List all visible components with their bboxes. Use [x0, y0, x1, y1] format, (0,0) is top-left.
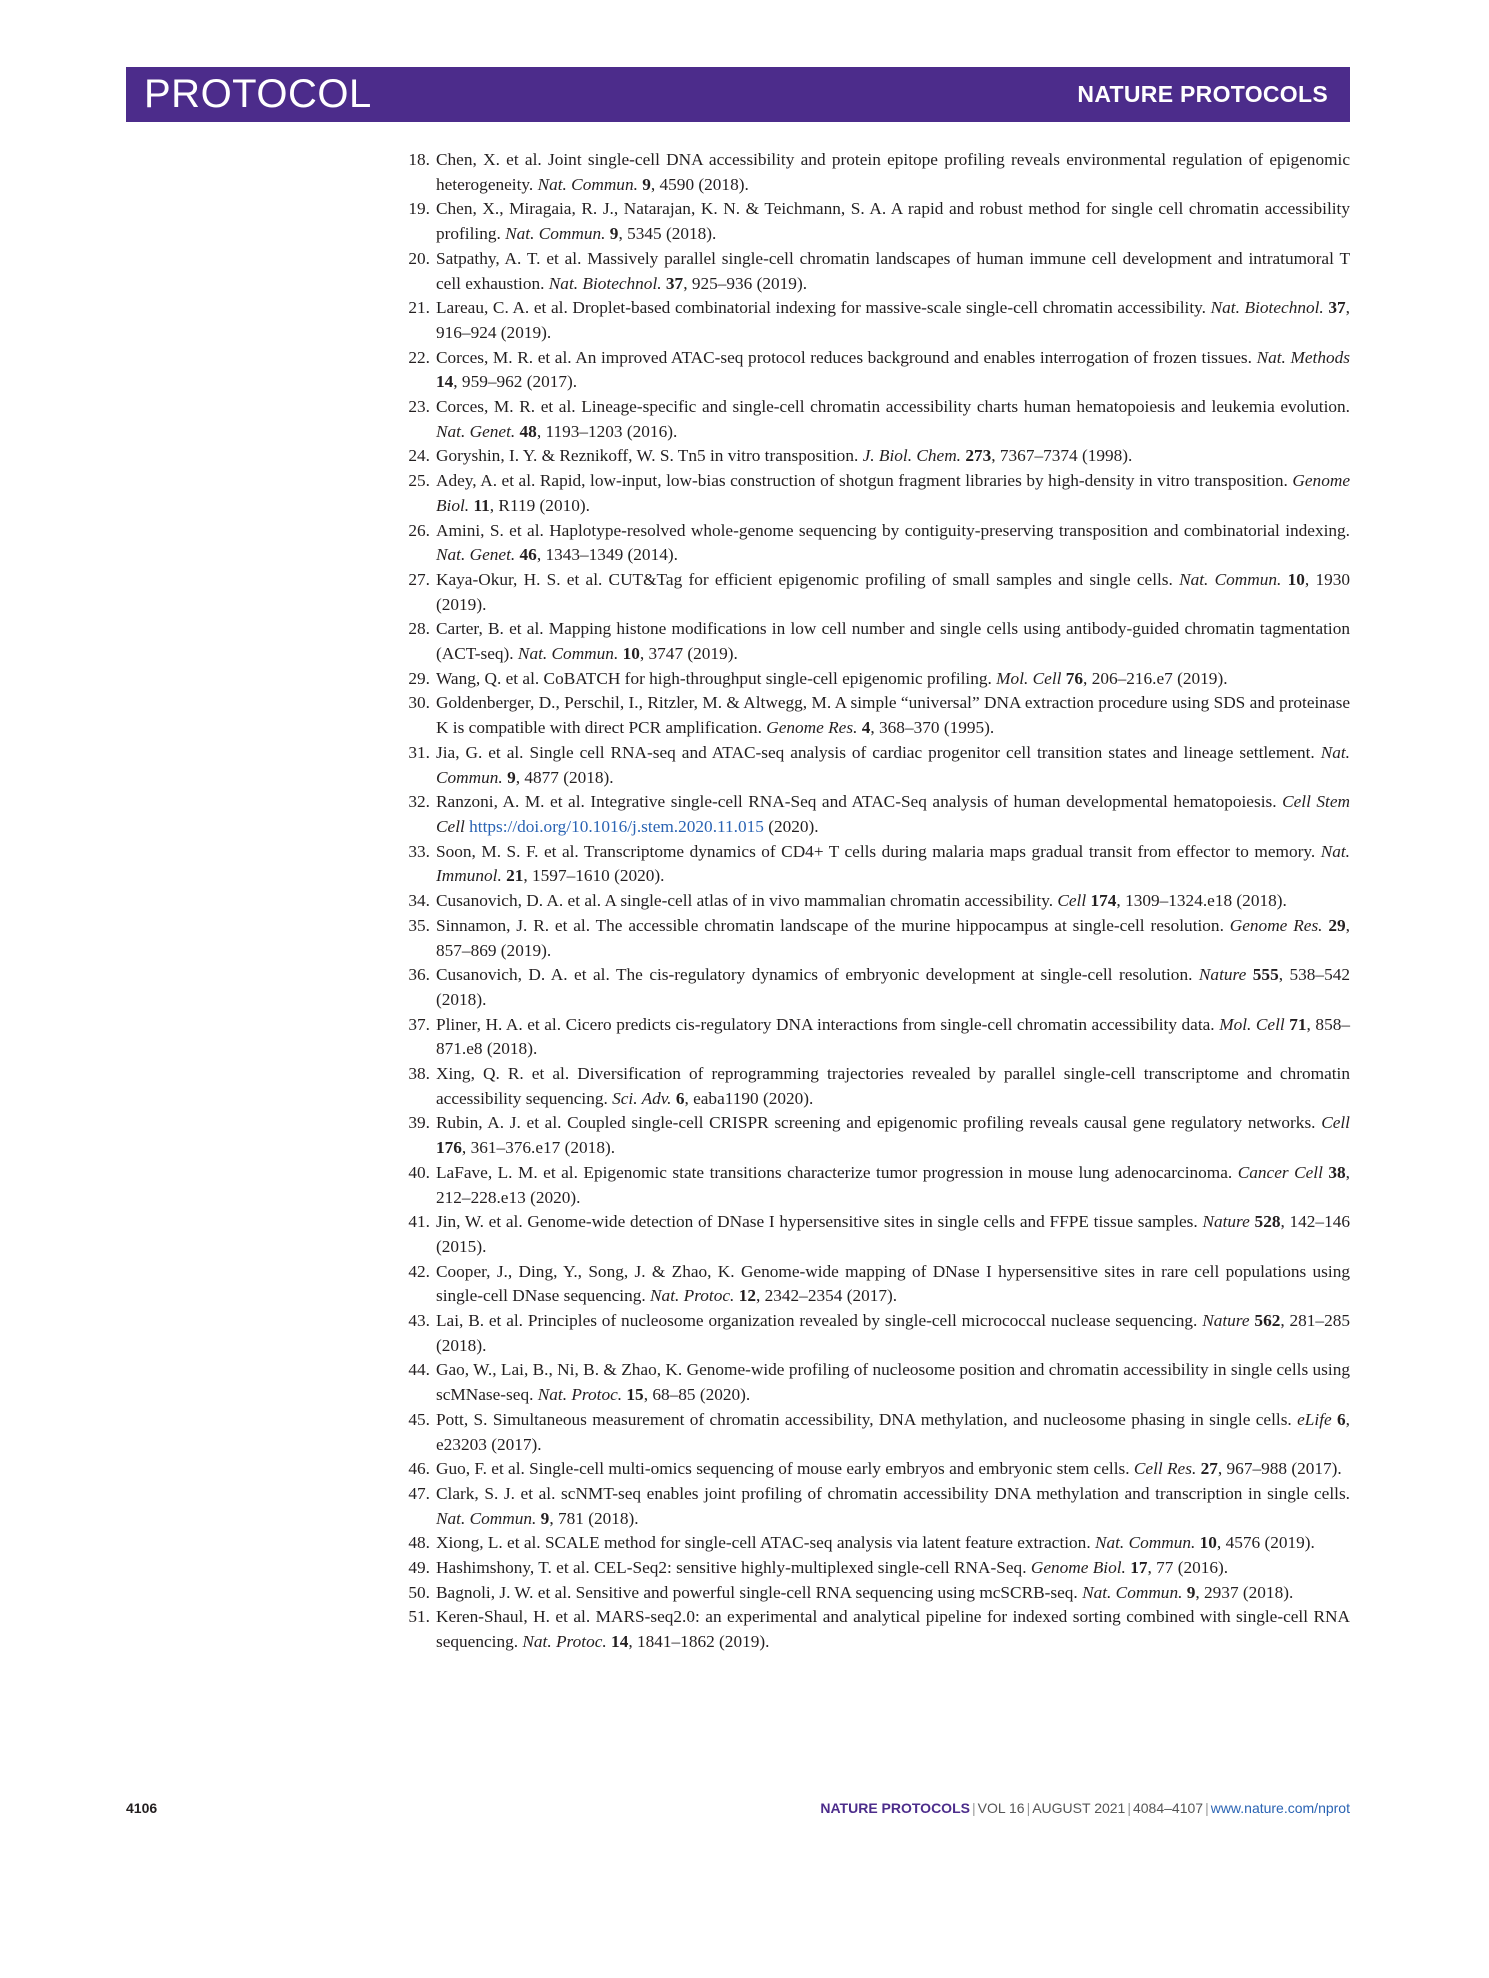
reference-text: Pott, S. Simultaneous measurement of chromatin accessibility, DNA methylation, and nucleosome phasing in single cells. [436, 1409, 1298, 1429]
reference-pages: , 857–869 (2019). [436, 915, 1350, 960]
reference-item [392, 469, 1350, 518]
reference-text: Xing, Q. R. et al. Diversification of reprogramming trajectories revealed by parallel single-cell transcriptome and chromatin accessibility sequencing. [436, 1064, 1350, 1108]
reference-text: Cusanovich, D. A. et al. The cis-regulatory dynamics of embryonic development at single-cell resolution. [436, 965, 1199, 985]
reference-pages: , 2342–2354 (2017). [755, 1286, 898, 1306]
reference-item [392, 741, 1350, 790]
reference-volume: 9 [609, 224, 619, 244]
reference-pages: , 916–924 (2019). [436, 298, 1350, 342]
reference-text: LaFave, L. M. et al. Epigenomic state transitions characterize tumor progression in mouse lung adenocarcinoma. [436, 1162, 1238, 1182]
reference-number: 35. [408, 915, 430, 935]
reference-text: Corces, M. R. et al. Lineage-specific and single-cell chromatin accessibility charts human hematopoiesis and leukemia evolution. [436, 397, 1350, 417]
reference-number: 47. [408, 1483, 430, 1503]
reference-volume: 76 [1065, 668, 1084, 688]
reference-volume: 9 [507, 767, 516, 787]
reference-pages: , eaba1190 (2020). [684, 1088, 814, 1108]
reference-item [392, 1062, 1350, 1111]
reference-item [392, 963, 1350, 1012]
footer-volume: VOL 16 [977, 1800, 1025, 1816]
reference-text: Guo, F. et al. Single-cell multi-omics sequencing of mouse early embryos and embryonic stem cells. [436, 1459, 1134, 1479]
reference-pages: , 368–370 (1995). [870, 718, 995, 738]
reference-item [392, 889, 1350, 914]
reference-pages: , 1309–1324.e18 (2018). [1116, 891, 1287, 911]
reference-pages: , 68–85 (2020). [643, 1385, 751, 1405]
reference-pages: , 4877 (2018). [515, 767, 614, 787]
reference-journal: Nat. Protoc. [537, 1385, 623, 1405]
reference-item [392, 1531, 1350, 1556]
reference-item [392, 667, 1350, 692]
reference-pages: , 77 (2016). [1147, 1558, 1229, 1578]
reference-text: Gao, W., Lai, B., Ni, B. & Zhao, K. Genome-wide profiling of nucleosome position and chromatin accessibility in single cells using scMNase-seq. [436, 1360, 1350, 1405]
reference-number: 37. [408, 1014, 430, 1034]
reference-volume: 48 [519, 421, 537, 441]
reference-pages: , 967–988 (2017). [1217, 1459, 1342, 1479]
reference-volume: 9 [642, 174, 651, 194]
footer-date: AUGUST 2021 [1032, 1800, 1126, 1816]
reference-item [392, 197, 1350, 246]
reference-pages: , 2937 (2018). [1195, 1582, 1294, 1602]
reference-journal: Nature [1202, 1311, 1250, 1331]
reference-journal: Nat. Immunol. [436, 841, 1350, 886]
reference-number: 45. [408, 1409, 430, 1429]
header-banner [126, 67, 1350, 122]
reference-number: 38. [408, 1064, 430, 1084]
reference-number: 23. [408, 397, 430, 417]
reference-number: 33. [408, 841, 430, 861]
reference-text: Goldenberger, D., Perschil, I., Ritzler, M. & Altwegg, M. A simple “universal” DNA extraction procedure using SDS and proteinase K is compatible with direct PCR amplification. [436, 693, 1350, 738]
reference-pages: , R119 (2010). [489, 495, 590, 515]
reference-pages: , 361–376.e17 (2018). [461, 1138, 616, 1158]
reference-text: Rubin, A. J. et al. Coupled single-cell CRISPR screening and epigenomic profiling reveals causal gene regulatory networks. [436, 1113, 1322, 1133]
reference-text: Keren-Shaul, H. et al. MARS-seq2.0: an experimental and analytical pipeline for indexed sorting combined with single-cell RNA sequencing. [436, 1607, 1350, 1652]
reference-item [392, 914, 1350, 963]
reference-pages: , 959–962 (2017). [453, 372, 578, 392]
reference-item [392, 840, 1350, 889]
reference-journal: Nat. Commun. [436, 1508, 537, 1528]
reference-number: 36. [408, 965, 430, 985]
reference-pages: , e23203 (2017). [436, 1409, 1350, 1454]
reference-pages: , 4576 (2019). [1216, 1533, 1315, 1553]
reference-journal: Nat. Biotechnol. [1210, 298, 1324, 318]
footer-citation: NATURE PROTOCOLS | VOL 16 | AUGUST 2021 | 4084–4107 | www.nature.com/nprot [820, 1800, 1350, 1816]
reference-volume: 11 [473, 495, 490, 515]
reference-volume: 555 [1252, 965, 1279, 985]
reference-text: Cusanovich, D. A. et al. A single-cell atlas of in vivo mammalian chromatin accessibility. [436, 891, 1058, 911]
reference-item [392, 395, 1350, 444]
footer-pages: 4084–4107 [1132, 1800, 1204, 1816]
reference-volume: 273 [965, 446, 992, 466]
reference-journal: Nat. Methods [1256, 347, 1351, 367]
reference-volume: 10 [1199, 1533, 1217, 1553]
reference-item [392, 444, 1350, 469]
reference-text: Adey, A. et al. Rapid, low-input, low-bias construction of shotgun fragment libraries by high-density in vitro transposition. [436, 471, 1293, 491]
reference-item [392, 148, 1350, 197]
reference-pages: , 858–871.e8 (2018). [436, 1014, 1350, 1059]
reference-pages: , 4590 (2018). [650, 174, 749, 194]
reference-journal: Nat. Commun. [537, 174, 638, 194]
reference-text: Chen, X. et al. Joint single-cell DNA accessibility and protein epitope profiling reveals environmental regulation of epigenomic heterogeneity. [436, 150, 1350, 194]
reference-volume: 17 [1130, 1558, 1148, 1578]
reference-text: Lareau, C. A. et al. Droplet-based combinatorial indexing for massive-scale single-cell chromatin accessibility. [436, 298, 1211, 318]
reference-text: Corces, M. R. et al. An improved ATAC-seq protocol reduces background and enables interrogation of frozen tissues. [436, 347, 1257, 367]
reference-item [392, 1309, 1350, 1358]
reference-number: 19. [408, 199, 430, 219]
reference-journal: Nat. Commun. [1082, 1582, 1183, 1602]
reference-text: Wang, Q. et al. CoBATCH for high-throughput single-cell epigenomic profiling. [436, 668, 997, 688]
reference-item [392, 1260, 1350, 1309]
reference-number: 43. [408, 1311, 430, 1331]
reference-doi-link[interactable]: https://doi.org/10.1016/j.stem.2020.11.015 [469, 816, 764, 836]
reference-number: 50. [408, 1582, 430, 1602]
reference-number: 26. [408, 520, 430, 540]
journal-label: NATURE PROTOCOLS [1077, 81, 1328, 107]
reference-text: Lai, B. et al. Principles of nucleosome organization revealed by single-cell micrococcal nuclease sequencing. [436, 1311, 1203, 1331]
reference-number: 29. [408, 668, 430, 688]
reference-volume: 71 [1289, 1014, 1307, 1034]
reference-item [392, 296, 1350, 345]
reference-text: Pliner, H. A. et al. Cicero predicts cis-regulatory DNA interactions from single-cell chromatin accessibility data. [436, 1014, 1220, 1034]
reference-journal: Nat. Protoc. [650, 1286, 735, 1306]
reference-volume: 174 [1090, 891, 1117, 911]
reference-journal: J. Biol. Chem. [862, 446, 961, 466]
reference-number: 49. [408, 1558, 430, 1578]
reference-number: 41. [408, 1212, 430, 1232]
reference-text: Satpathy, A. T. et al. Massively parallel single-cell chromatin landscapes of human immune cell development and intratumoral T cell exhaustion. [436, 248, 1350, 293]
reference-volume: 14 [436, 372, 454, 392]
reference-volume: 9 [540, 1508, 550, 1528]
reference-volume: 12 [738, 1286, 756, 1306]
reference-item [392, 1581, 1350, 1606]
reference-pages: (2020). [763, 816, 819, 836]
reference-text: Bagnoli, J. W. et al. Sensitive and powerful single-cell RNA sequencing using mcSCRB-seq. [436, 1582, 1083, 1602]
reference-text: Xiong, L. et al. SCALE method for single-cell ATAC-seq analysis via latent feature extraction. [436, 1533, 1095, 1553]
reference-journal: Nat. Commun. [1179, 569, 1282, 589]
reference-item [392, 1482, 1350, 1531]
reference-item [392, 1161, 1350, 1210]
reference-volume: 10 [622, 644, 640, 664]
reference-volume: 29 [1328, 915, 1346, 935]
reference-number: 34. [408, 891, 430, 911]
reference-item [392, 1210, 1350, 1259]
reference-journal: Nature [1198, 965, 1247, 985]
reference-journal: Mol. Cell [996, 668, 1062, 688]
reference-item [392, 1111, 1350, 1160]
reference-journal: Nature [1202, 1212, 1250, 1232]
reference-item [392, 617, 1350, 666]
reference-item [392, 247, 1350, 296]
reference-pages: , 281–285 (2018). [436, 1311, 1350, 1355]
reference-journal: Cell [1057, 891, 1087, 911]
reference-journal: Nat. Genet. [436, 545, 516, 565]
reference-number: 44. [408, 1360, 430, 1380]
reference-journal: Genome Biol. [436, 471, 1350, 515]
reference-number: 18. [408, 150, 430, 169]
reference-item [392, 1457, 1350, 1482]
reference-volume: 21 [506, 866, 524, 886]
reference-text: Sinnamon, J. R. et al. The accessible chromatin landscape of the murine hippocampus at single-cell resolution. [436, 915, 1230, 935]
reference-volume: 37 [1328, 298, 1346, 318]
reference-volume: 6 [1337, 1409, 1346, 1429]
reference-journal: eLife [1297, 1409, 1332, 1429]
reference-number: 22. [408, 347, 430, 367]
reference-pages: , 5345 (2018). [618, 224, 717, 244]
reference-text: Goryshin, I. Y. & Reznikoff, W. S. Tn5 in vitro transposition. [436, 446, 863, 466]
reference-volume: 176 [436, 1138, 462, 1158]
reference-item [392, 691, 1350, 740]
reference-pages: , 142–146 (2015). [436, 1212, 1350, 1256]
reference-text: Jia, G. et al. Single cell RNA-seq and ATAC-seq analysis of cardiac progenitor cell transition states and lineage settlement. [436, 742, 1321, 762]
reference-item [392, 1358, 1350, 1407]
reference-pages: , 206–216.e7 (2019). [1083, 668, 1228, 688]
reference-pages: , 7367–7374 (1998). [991, 446, 1133, 466]
reference-journal: Cell [1321, 1113, 1350, 1133]
reference-pages: , 925–936 (2019). [683, 273, 808, 293]
reference-volume: 37 [665, 273, 684, 293]
reference-journal: Nat. Commun. [436, 742, 1350, 787]
reference-volume: 46 [519, 545, 537, 565]
reference-pages: , 1930 (2019). [436, 569, 1351, 614]
footer-journal: NATURE PROTOCOLS [820, 1800, 970, 1816]
reference-journal: Genome Res. [1229, 915, 1323, 935]
reference-pages: , 1343–1349 (2014). [536, 545, 678, 565]
reference-pages: , 781 (2018). [549, 1508, 639, 1528]
reference-pages: , 212–228.e13 (2020). [436, 1162, 1350, 1207]
reference-item [392, 519, 1350, 568]
reference-journal: Genome Res. [766, 718, 858, 738]
reference-text: Carter, B. et al. Mapping histone modifications in low cell number and single cells using antibody-guided chromatin tagmentation (ACT-seq). [436, 619, 1350, 664]
reference-volume: 14 [611, 1632, 629, 1652]
reference-volume: 27 [1200, 1459, 1218, 1479]
reference-text: Amini, S. et al. Haplotype-resolved whole-genome sequencing by contiguity-preserving transposition and combinatorial indexing. [436, 520, 1350, 540]
reference-number: 48. [408, 1533, 430, 1553]
reference-volume: 38 [1328, 1162, 1346, 1182]
reference-text: Jin, W. et al. Genome-wide detection of DNase I hypersensitive sites in single cells and FFPE tissue samples. [436, 1212, 1203, 1232]
reference-journal: Nat. Commun. [1094, 1533, 1196, 1553]
reference-pages: , 1193–1203 (2016). [536, 421, 678, 441]
reference-journal: Nat. Biotechnol. [548, 273, 662, 293]
reference-journal: Genome Biol. [1030, 1558, 1126, 1578]
reference-item [392, 1408, 1350, 1457]
reference-volume: 9 [1186, 1582, 1196, 1602]
reference-number: 46. [408, 1459, 430, 1479]
reference-number: 28. [408, 619, 430, 639]
reference-text: Cooper, J., Ding, Y., Song, J. & Zhao, K. Genome-wide mapping of DNase I hypersensitive sites in rare cell populations using single-cell DNase sequencing. [436, 1261, 1350, 1306]
reference-item [392, 1013, 1350, 1062]
section-label: PROTOCOL [144, 72, 372, 116]
reference-text: Clark, S. J. et al. scNMT-seq enables joint profiling of chromatin accessibility DNA methylation and transcription in single cells. [436, 1483, 1350, 1503]
reference-number: 20. [408, 248, 430, 268]
reference-journal: Nat. Commun. [505, 224, 606, 244]
reference-number: 24. [408, 446, 430, 466]
footer-url-link[interactable]: www.nature.com/nprot [1210, 1800, 1350, 1816]
reference-journal: Cell Res. [1133, 1459, 1197, 1479]
reference-number: 30. [408, 693, 430, 713]
reference-journal: Nat. Protoc. [522, 1632, 607, 1652]
reference-item [392, 346, 1350, 395]
reference-volume: 4 [861, 718, 871, 738]
reference-text: Kaya-Okur, H. S. et al. CUT&Tag for efficient epigenomic profiling of small samples and single cells. [436, 569, 1180, 589]
reference-number: 32. [408, 792, 430, 812]
reference-number: 39. [408, 1113, 430, 1133]
reference-volume: 6 [675, 1088, 685, 1108]
reference-item [392, 1605, 1350, 1654]
reference-journal: Nat. Commun. [517, 644, 619, 664]
reference-text: Soon, M. S. F. et al. Transcriptome dynamics of CD4+ T cells during malaria maps gradual transit from effector to memory. [436, 841, 1321, 861]
reference-text: Chen, X., Miragaia, R. J., Natarajan, K. N. & Teichmann, S. A. A rapid and robust method for single cell chromatin accessibility profiling. [436, 199, 1350, 244]
reference-journal: Nat. Genet. [436, 421, 516, 441]
reference-volume: 528 [1254, 1212, 1281, 1232]
reference-item [392, 1556, 1350, 1581]
reference-number: 31. [408, 742, 430, 762]
reference-item [392, 568, 1350, 617]
reference-volume: 15 [626, 1385, 644, 1405]
reference-pages: , 1841–1862 (2019). [628, 1632, 770, 1652]
reference-journal: Cancer Cell [1237, 1162, 1323, 1182]
page-number: 4106 [126, 1800, 158, 1816]
reference-number: 27. [408, 569, 430, 589]
reference-number: 51. [408, 1607, 430, 1627]
reference-volume: 10 [1287, 569, 1305, 589]
reference-number: 40. [408, 1162, 430, 1182]
reference-pages: , 538–542 (2018). [436, 965, 1350, 1009]
reference-volume: 562 [1254, 1311, 1281, 1331]
reference-journal: Cell Stem Cell [436, 792, 1350, 836]
reference-text: Ranzoni, A. M. et al. Integrative single-cell RNA-Seq and ATAC-Seq analysis of human developmental hematopoiesis. [436, 792, 1283, 812]
reference-number: 25. [408, 471, 430, 491]
page-footer [126, 1800, 1350, 1824]
reference-text: Hashimshony, T. et al. CEL-Seq2: sensitive highly-multiplexed single-cell RNA-Seq. [436, 1558, 1031, 1578]
reference-pages: , 1597–1610 (2020). [523, 866, 665, 886]
reference-journal: Mol. Cell [1219, 1014, 1285, 1034]
reference-pages: , 3747 (2019). [639, 644, 738, 664]
reference-journal: Sci. Adv. [612, 1088, 672, 1108]
reference-item [392, 790, 1350, 839]
reference-number: 21. [408, 298, 430, 318]
reference-number: 42. [408, 1261, 430, 1281]
reference-list [392, 148, 1350, 1655]
